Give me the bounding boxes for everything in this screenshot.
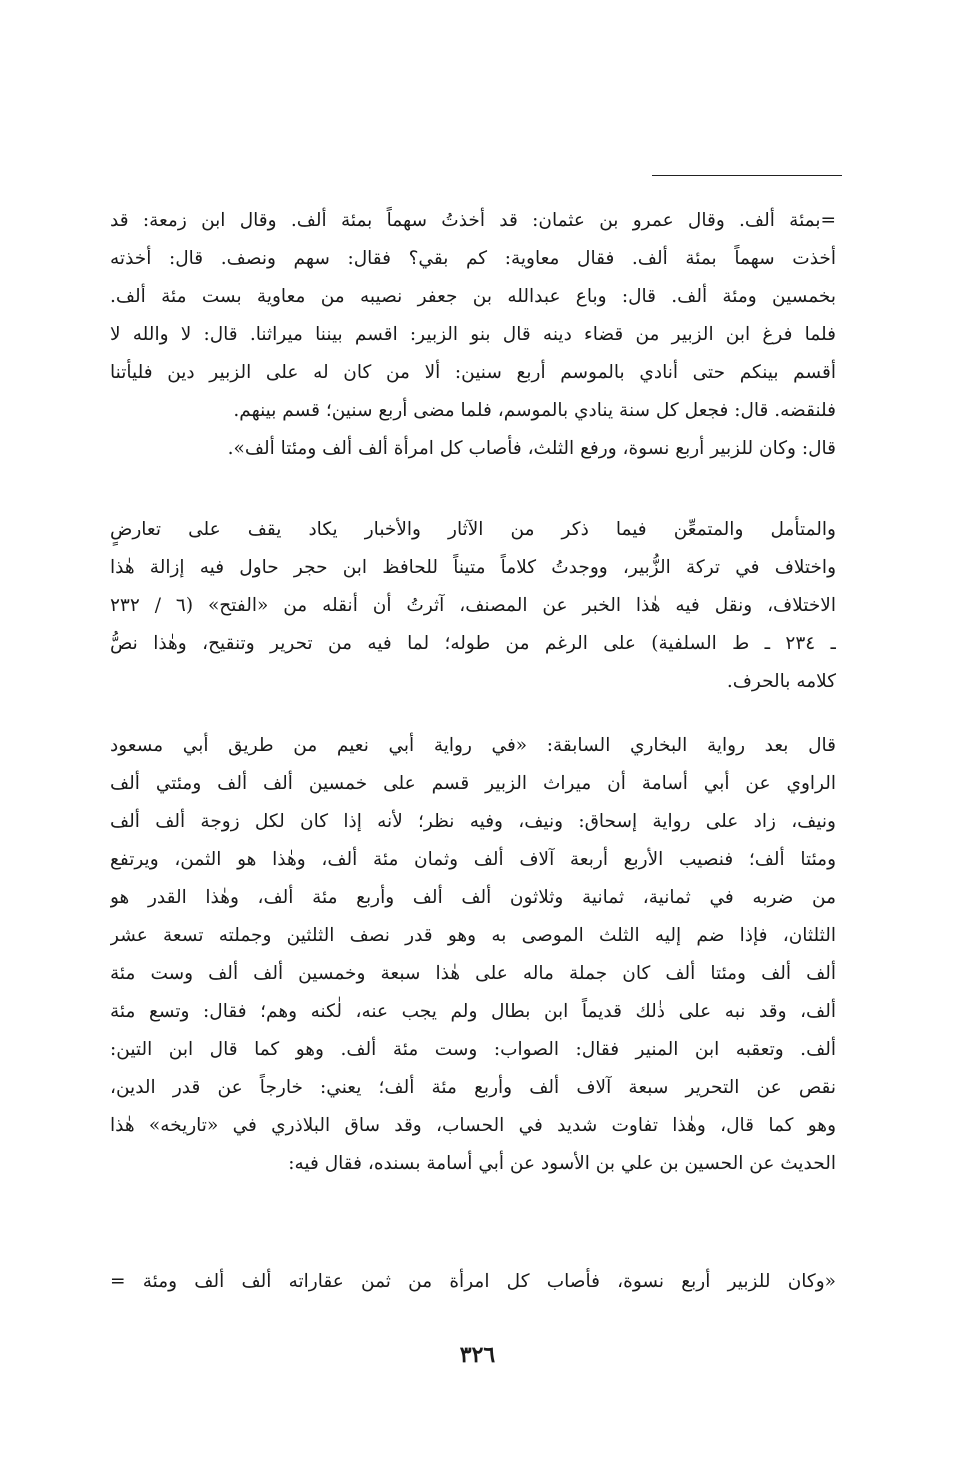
text-line: «وكان للزبير أربع نسوة، فأصاب كل امرأة من ثمن عقاراته ألف ألف ومئة = (110, 1271, 836, 1292)
text-line: ألف ألف ومئتا ألف كان جملة ماله على هٰذا سبعة وخمسين ألف ألف وست مئة (110, 963, 836, 984)
footnote-paragraph-quotation (110, 727, 836, 1183)
text-line: أقسم بينكم حتى أنادي بالموسم أربع سنين: ألا من كان له على الزبير دين فليأتنا (110, 362, 836, 383)
footnote-paragraph-continuation (110, 202, 836, 468)
text-line: ـ ٢٣٤ ـ ط السلفية) على الرغم من طوله؛ لما فيه من تحرير وتنقيح، وهٰذا نصُّ (110, 633, 836, 654)
text-line: الثلثان، فإذا ضم إليه الثلث الموصى به وهو قدر نصف الثلثين وجملته تسعة عشر (110, 925, 836, 946)
text-line: فلما فرغ ابن الزبير من قضاء دينه قال بنو الزبير: اقسم بيننا ميراثنا. قال: لا والله لا (110, 324, 836, 345)
text-line: قال: وكان للزبير أربع نسوة، ورفع الثلث، فأصاب كل امرأة ألف ألف ومئتا ألف». (227, 438, 836, 459)
text-line: فلنقضه. قال: فجعل كل سنة ينادي بالموسم، فلما مضى أربع سنين؛ قسم بينهم. (233, 400, 836, 421)
text-line: الاختلاف، ونقل فيه هٰذا الخبر عن المصنف، آثرتُ أن أنقله من «الفتح» (٦ / ٢٣٢ (110, 595, 836, 616)
text-line: =بمئة ألف. وقال عمرو بن عثمان: قد أخذتُ سهماً بمئة ألف. وقال ابن زمعة: قد (110, 210, 836, 231)
text-line: ونيف، زاد على رواية إسحاق: ونيف، وفيه نظر؛ لأنه إذا كان لكل زوجة ألف ألف (110, 811, 836, 832)
text-line: ألف. وتعقبه ابن المنير فقال: الصواب: وست مئة ألف. وهو كما قال ابن التين: (110, 1039, 836, 1060)
text-line: كلامه بالحرف. (726, 671, 836, 692)
text-line: ومئتا ألف؛ فنصيب الأربع أربعة آلاف ألف وثمان مئة ألف، وهٰذا هو الثمن، ويرتفع (110, 849, 836, 870)
text-line: ألف، وقد نبه على ذٰلك قديماً ابن بطال ولم يجب عنه، لٰكنه وهم؛ فقال: وتسع مئة (110, 1001, 836, 1022)
text-line: أخذت سهماً بمئة ألف. فقال معاوية: كم بقي؟ فقال: سهم ونصف. قال: أخذته (110, 248, 836, 269)
text-line: نقص عن التحرير سبعة آلاف ألف وأربع مئة ألف؛ يعني: خارجاً عن قدر الدين، (110, 1077, 836, 1098)
footnote-paragraph-analysis (110, 511, 836, 701)
page-number: ٣٢٦ (459, 1342, 496, 1368)
text-line: بخمسين ومئة ألف. قال: وباع عبدالله بن جعفر نصيبه من معاوية بست مئة ألف. (110, 286, 836, 307)
text-line: واختلاف في تركة الزُّبير، ووجدتُ كلاماً متيناً للحافظ ابن حجر حاول فيه إزالة هٰذا (110, 557, 836, 578)
text-line: من ضربه في ثمانية، ثمانية وثلاثون ألف ألف وأربع مئة ألف، وهٰذا القدر هو (110, 887, 836, 908)
text-line: الحديث عن الحسين بن علي بن الأسود عن أبي أسامة بسنده، فقال فيه: (288, 1153, 836, 1174)
text-line: قال بعد رواية البخاري السابقة: «في رواية أبي نعيم من طريق أبي مسعود (110, 735, 836, 756)
footnote-paragraph-final (110, 1263, 836, 1301)
text-line: الراوي عن أبي أسامة أن ميراث الزبير قسم على خمسين ألف ألف ومئتي ألف (110, 773, 836, 794)
text-line: وهو كما قال، وهٰذا تفاوت شديد في الحساب، وقد ساق البلاذري في «تاريخه» هٰذا (110, 1115, 836, 1136)
footnote-separator-rule (652, 175, 842, 176)
text-line: والمتأمل والمتمعِّن فيما ذكر من الآثار والأخبار يكاد يقف على تعارضٍ (110, 519, 836, 540)
